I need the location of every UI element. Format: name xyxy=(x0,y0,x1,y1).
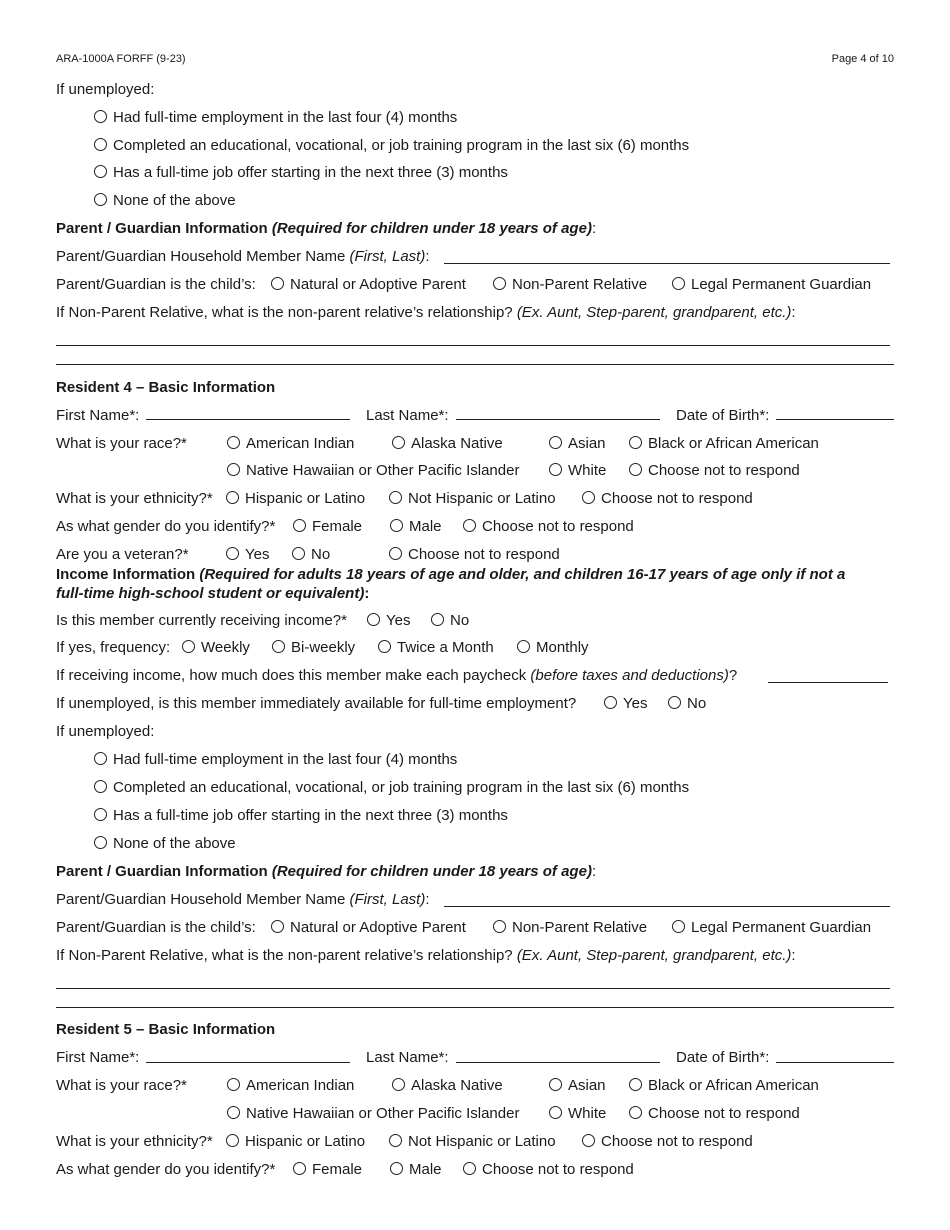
guardian-name-label: Parent/Guardian Household Member Name (First, Last): xyxy=(56,891,430,908)
nonparent-question: If Non-Parent Relative, what is the non-parent relative’s relationship? (Ex. Aunt, Step-parent, grandparent, etc.): xyxy=(56,947,796,964)
radio-button[interactable] xyxy=(390,1162,403,1175)
radio-button[interactable] xyxy=(227,463,240,476)
radio-button[interactable] xyxy=(94,165,107,178)
radio-button[interactable] xyxy=(582,491,595,504)
paycheck-question: If receiving income, how much does this member make each paycheck (before taxes and deductions)? xyxy=(56,667,738,684)
gender-option[interactable]: Choose not to respond xyxy=(463,518,634,536)
radio-button[interactable] xyxy=(549,1106,562,1119)
radio-button[interactable] xyxy=(293,519,306,532)
race-option[interactable]: Alaska Native xyxy=(392,435,503,453)
radio-button[interactable] xyxy=(389,491,402,504)
radio-button[interactable] xyxy=(389,547,402,560)
dob-field[interactable] xyxy=(776,1062,894,1063)
race-option[interactable]: White xyxy=(549,1105,606,1123)
race-option[interactable]: Choose not to respond xyxy=(629,1105,800,1123)
unemployed-option[interactable]: Completed an educational, vocational, or job training program in the last six (6) months xyxy=(94,137,689,155)
radio-button[interactable] xyxy=(629,1106,642,1119)
frequency-option[interactable]: Twice a Month xyxy=(378,639,494,657)
gender-question: As what gender do you identify?* xyxy=(56,1161,276,1178)
resident4-title: Resident 4 – Basic Information xyxy=(56,379,276,396)
income-section-title-cont: full-time high-school student or equivalent): xyxy=(56,585,370,602)
race-option[interactable]: Asian xyxy=(549,1077,606,1095)
race-option[interactable]: American Indian xyxy=(227,435,354,453)
race-question: What is your race?* xyxy=(56,435,187,452)
radio-button[interactable] xyxy=(94,808,107,821)
radio-button[interactable] xyxy=(94,780,107,793)
last-name-label: Last Name*: xyxy=(366,407,449,424)
veteran-option[interactable]: Yes xyxy=(226,546,269,564)
receiving-no-option[interactable]: No xyxy=(431,612,469,630)
first-name-label: First Name*: xyxy=(56,1049,140,1066)
gender-option[interactable]: Choose not to respond xyxy=(463,1161,634,1179)
nonparent-question: If Non-Parent Relative, what is the non-parent relative’s relationship? (Ex. Aunt, Step-parent, grandparent, etc.): xyxy=(56,304,796,321)
radio-button[interactable] xyxy=(582,1134,595,1147)
dob-label: Date of Birth*: xyxy=(676,1049,770,1066)
radio-button[interactable] xyxy=(604,696,617,709)
radio-button[interactable] xyxy=(94,193,107,206)
radio-button[interactable] xyxy=(292,547,305,560)
race-option[interactable]: American Indian xyxy=(227,1077,354,1095)
race-question: What is your race?* xyxy=(56,1077,187,1094)
radio-button[interactable] xyxy=(182,640,195,653)
nonparent-relationship-field[interactable] xyxy=(56,345,890,346)
radio-button[interactable] xyxy=(227,436,240,449)
available-yes-option[interactable]: Yes xyxy=(604,695,647,713)
radio-button[interactable] xyxy=(390,519,403,532)
radio-button[interactable] xyxy=(517,640,530,653)
radio-button[interactable] xyxy=(389,1134,402,1147)
frequency-option[interactable]: Weekly xyxy=(182,639,250,657)
ethnicity-option[interactable]: Not Hispanic or Latino xyxy=(389,1133,556,1151)
ethnicity-question: What is your ethnicity?* xyxy=(56,490,213,507)
available-question: If unemployed, is this member immediately available for full-time employment? xyxy=(56,695,577,712)
receiving-income-question: Is this member currently receiving income?* xyxy=(56,612,347,629)
guardian-name-label: Parent/Guardian Household Member Name (First, Last): xyxy=(56,248,430,265)
radio-button[interactable] xyxy=(94,752,107,765)
radio-button[interactable] xyxy=(629,1078,642,1091)
relation-option[interactable]: Non-Parent Relative xyxy=(493,919,647,937)
race-option[interactable]: Choose not to respond xyxy=(629,462,800,480)
guardian-section-title: Parent / Guardian Information (Required for children under 18 years of age): xyxy=(56,863,597,880)
frequency-question: If yes, frequency: xyxy=(56,639,171,656)
section-divider xyxy=(56,364,894,365)
radio-button[interactable] xyxy=(94,110,107,123)
radio-button[interactable] xyxy=(493,277,506,290)
relation-option[interactable]: Natural or Adoptive Parent xyxy=(271,276,466,294)
first-name-field[interactable] xyxy=(146,419,350,420)
radio-button[interactable] xyxy=(392,1078,405,1091)
nonparent-relationship-field[interactable] xyxy=(56,988,890,989)
ethnicity-option[interactable]: Choose not to respond xyxy=(582,1133,753,1151)
radio-button[interactable] xyxy=(227,1078,240,1091)
relation-option[interactable]: Natural or Adoptive Parent xyxy=(271,919,466,937)
relation-option[interactable]: Non-Parent Relative xyxy=(493,276,647,294)
gender-option[interactable]: Male xyxy=(390,1161,442,1179)
paycheck-amount-field[interactable] xyxy=(768,682,888,683)
ethnicity-option[interactable]: Hispanic or Latino xyxy=(226,1133,365,1151)
ethnicity-option[interactable]: Hispanic or Latino xyxy=(226,490,365,508)
race-option[interactable]: Native Hawaiian or Other Pacific Islander xyxy=(227,462,519,480)
unemployed-option[interactable]: None of the above xyxy=(94,192,236,210)
radio-button[interactable] xyxy=(672,920,685,933)
race-option[interactable]: Black or African American xyxy=(629,435,819,453)
dob-label: Date of Birth*: xyxy=(676,407,770,424)
radio-button[interactable] xyxy=(227,1106,240,1119)
unemployed-option[interactable]: Had full-time employment in the last four (4) months xyxy=(94,109,457,127)
radio-button[interactable] xyxy=(629,463,642,476)
available-no-option[interactable]: No xyxy=(668,695,706,713)
relation-option[interactable]: Legal Permanent Guardian xyxy=(672,276,871,294)
last-name-label: Last Name*: xyxy=(366,1049,449,1066)
frequency-option[interactable]: Bi-weekly xyxy=(272,639,355,657)
relation-option[interactable]: Legal Permanent Guardian xyxy=(672,919,871,937)
radio-button[interactable] xyxy=(293,1162,306,1175)
radio-button[interactable] xyxy=(226,491,239,504)
last-name-field[interactable] xyxy=(456,1062,660,1063)
radio-button[interactable] xyxy=(392,436,405,449)
radio-button[interactable] xyxy=(271,277,284,290)
unemployed-option[interactable]: Had full-time employment in the last four (4) months xyxy=(94,751,457,769)
radio-button[interactable] xyxy=(629,436,642,449)
radio-button[interactable] xyxy=(463,519,476,532)
frequency-option[interactable]: Monthly xyxy=(517,639,589,657)
radio-button[interactable] xyxy=(367,613,380,626)
guardian-name-field[interactable] xyxy=(444,906,890,907)
radio-button[interactable] xyxy=(94,836,107,849)
ethnicity-question: What is your ethnicity?* xyxy=(56,1133,213,1150)
race-option[interactable]: Asian xyxy=(549,435,606,453)
unemployed-option[interactable]: None of the above xyxy=(94,835,236,853)
unemployed-option[interactable]: Has a full-time job offer starting in the next three (3) months xyxy=(94,807,508,825)
first-name-field[interactable] xyxy=(146,1062,350,1063)
page-number: Page 4 of 10 xyxy=(831,53,894,65)
race-option[interactable]: Black or African American xyxy=(629,1077,819,1095)
race-option[interactable]: White xyxy=(549,462,606,480)
veteran-question: Are you a veteran?* xyxy=(56,546,189,563)
guardian-name-field[interactable] xyxy=(444,263,890,264)
unemployed-option[interactable]: Has a full-time job offer starting in the next three (3) months xyxy=(94,164,508,182)
radio-button[interactable] xyxy=(378,640,391,653)
radio-button[interactable] xyxy=(668,696,681,709)
gender-option[interactable]: Female xyxy=(293,518,362,536)
gender-option[interactable]: Male xyxy=(390,518,442,536)
ethnicity-option[interactable]: Choose not to respond xyxy=(582,490,753,508)
unemployed-option[interactable]: Completed an educational, vocational, or job training program in the last six (6) months xyxy=(94,779,689,797)
radio-button[interactable] xyxy=(271,920,284,933)
guardian-section-title: Parent / Guardian Information (Required for children under 18 years of age): xyxy=(56,220,597,237)
radio-button[interactable] xyxy=(493,920,506,933)
resident5-title: Resident 5 – Basic Information xyxy=(56,1021,276,1038)
radio-button[interactable] xyxy=(226,547,239,560)
receiving-yes-option[interactable]: Yes xyxy=(367,612,410,630)
veteran-option[interactable]: No xyxy=(292,546,330,564)
unemployed-label: If unemployed: xyxy=(56,81,155,98)
radio-button[interactable] xyxy=(463,1162,476,1175)
guardian-relation-row: Parent/Guardian is the child’s: xyxy=(56,919,256,936)
radio-button[interactable] xyxy=(226,1134,239,1147)
form-id: ARA-1000A FORFF (9-23) xyxy=(56,53,186,65)
first-name-label: First Name*: xyxy=(56,407,140,424)
ethnicity-option[interactable]: Not Hispanic or Latino xyxy=(389,490,556,508)
guardian-relation-row: Parent/Guardian is the child’s: xyxy=(56,276,256,293)
income-section-title: Income Information (Required for adults 18 years of age and older, and children 16-17 years of age only if not a xyxy=(56,566,846,583)
veteran-option[interactable]: Choose not to respond xyxy=(389,546,560,564)
radio-button[interactable] xyxy=(272,640,285,653)
race-option[interactable]: Native Hawaiian or Other Pacific Islander xyxy=(227,1105,519,1123)
radio-button[interactable] xyxy=(431,613,444,626)
race-option[interactable]: Alaska Native xyxy=(392,1077,503,1095)
radio-button[interactable] xyxy=(549,436,562,449)
section-divider xyxy=(56,1007,894,1008)
radio-button[interactable] xyxy=(549,463,562,476)
gender-option[interactable]: Female xyxy=(293,1161,362,1179)
unemployed-label: If unemployed: xyxy=(56,723,155,740)
last-name-field[interactable] xyxy=(456,419,660,420)
radio-button[interactable] xyxy=(549,1078,562,1091)
dob-field[interactable] xyxy=(776,419,894,420)
radio-button[interactable] xyxy=(94,138,107,151)
gender-question: As what gender do you identify?* xyxy=(56,518,276,535)
radio-button[interactable] xyxy=(672,277,685,290)
